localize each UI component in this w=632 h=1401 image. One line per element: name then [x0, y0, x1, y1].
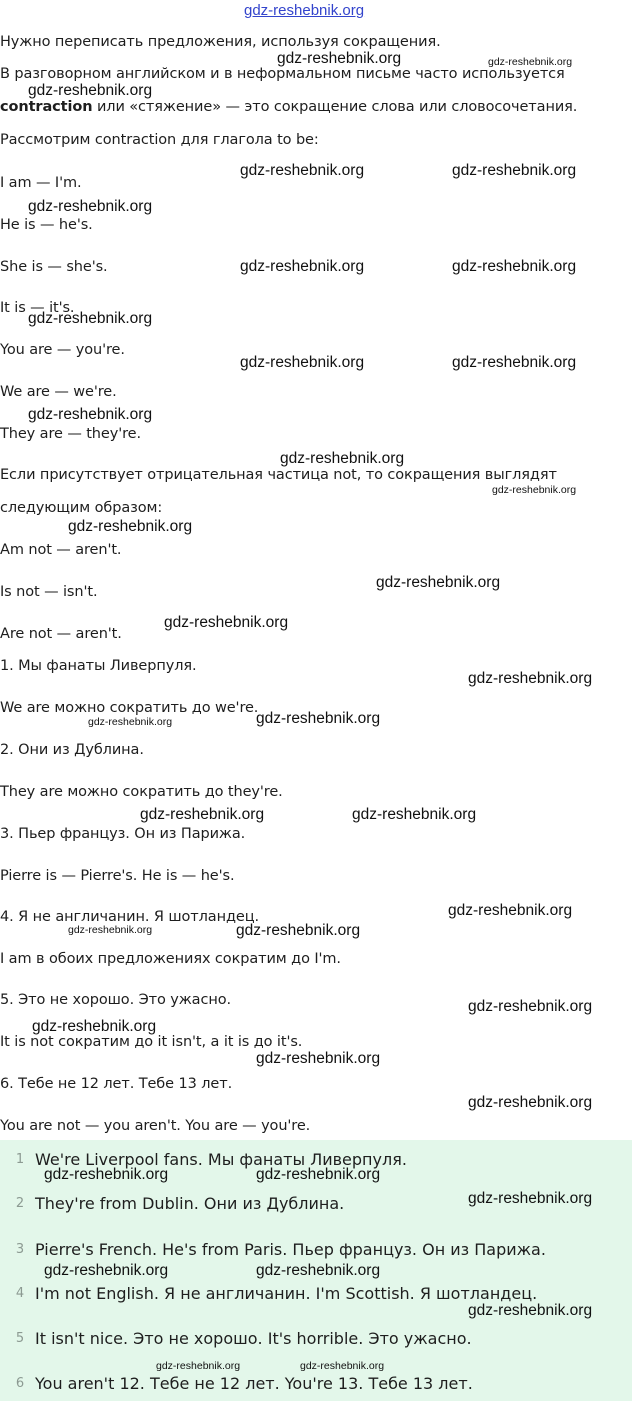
answer-number: 6: [15, 1376, 25, 1391]
be-form: We are — we're.: [0, 384, 117, 400]
watermark: gdz-reshebnik.org: [256, 1262, 381, 1279]
watermark: gdz-reshebnik.org: [300, 1360, 385, 1372]
watermark: gdz-reshebnik.org: [468, 1190, 593, 1207]
watermark: gdz-reshebnik.org: [352, 806, 477, 823]
watermark: gdz-reshebnik.org: [44, 1166, 169, 1183]
watermark: gdz-reshebnik.org: [452, 354, 577, 371]
watermark: gdz-reshebnik.org: [236, 922, 361, 939]
explanation-line: They are можно сократить до they're.: [0, 784, 283, 800]
watermark: gdz-reshebnik.org: [156, 1360, 241, 1372]
answer-number: 5: [15, 1331, 25, 1346]
answer-number: 3: [15, 1242, 25, 1257]
watermark: gdz-reshebnik.org: [240, 354, 365, 371]
negative-form: Is not — isn't.: [0, 584, 98, 600]
watermark: gdz-reshebnik.org: [240, 258, 365, 275]
watermark: gdz-reshebnik.org: [28, 82, 153, 99]
answer-text: We're Liverpool fans. Мы фанаты Ливерпуля.: [35, 1150, 407, 1169]
explanation-line: Pierre is — Pierre's. He is — he's.: [0, 868, 235, 884]
answer-text: Pierre's French. He's from Paris. Пьер француз. Он из Парижа.: [35, 1240, 546, 1259]
watermark: gdz-reshebnik.org: [376, 574, 501, 591]
watermark: gdz-reshebnik.org: [28, 198, 153, 215]
intro-line-2: В разговорном английском и в неформальном письме часто используется: [0, 66, 565, 82]
watermark: gdz-reshebnik.org: [488, 56, 573, 68]
watermark: gdz-reshebnik.org: [140, 806, 265, 823]
be-form: It is — it's.: [0, 300, 75, 316]
watermark: gdz-reshebnik.org: [164, 614, 289, 631]
watermark: gdz-reshebnik.org: [492, 484, 577, 496]
negative-form: Are not — aren't.: [0, 626, 122, 642]
task-line: 5. Это не хорошо. Это ужасно.: [0, 992, 232, 1008]
watermark: gdz-reshebnik.org: [452, 258, 577, 275]
watermark: gdz-reshebnik.org: [256, 1166, 381, 1183]
watermark: gdz-reshebnik.org: [88, 716, 173, 728]
negative-form: Am not — aren't.: [0, 542, 122, 558]
explanation-line: I am в обоих предложениях сократим до I'm.: [0, 951, 341, 967]
answer-text: It isn't nice. Это не хорошо. It's horrible. Это ужасно.: [35, 1329, 472, 1348]
watermark: gdz-reshebnik.org: [28, 406, 153, 423]
watermark: gdz-reshebnik.org: [280, 450, 405, 467]
answer-text: They're from Dublin. Они из Дублина.: [35, 1194, 345, 1213]
intro-line-4: Рассмотрим contraction для глагола to be:: [0, 132, 319, 148]
intro-line-1: Нужно переписать предложения, используя сокращения.: [0, 34, 441, 50]
task-line: 4. Я не англичанин. Я шотландец.: [0, 909, 259, 925]
negative-intro-line-2: следующим образом:: [0, 500, 163, 516]
answer-text: I'm not English. Я не англичанин. I'm Scottish. Я шотландец.: [35, 1284, 538, 1303]
watermark: gdz-reshebnik.org: [468, 670, 593, 687]
explanation-line: It is not сократим до it isn't, а it is до it's.: [0, 1034, 303, 1050]
watermark: gdz-reshebnik.org: [448, 902, 573, 919]
intro-line-3: [0, 97, 577, 117]
be-form: He is — he's.: [0, 217, 93, 233]
watermark: gdz-reshebnik.org: [68, 518, 193, 535]
explanation-line: You are not — you aren't. You are — you're.: [0, 1118, 311, 1134]
watermark: gdz-reshebnik.org: [256, 1050, 381, 1067]
contraction-term: contraction: [0, 99, 93, 115]
answer-text: You aren't 12. Тебе не 12 лет. You're 13. Тебе 13 лет.: [35, 1374, 473, 1393]
be-form: They are — they're.: [0, 426, 141, 442]
site-link[interactable]: gdz-reshebnik.org: [244, 2, 365, 19]
be-form: She is — she's.: [0, 259, 108, 275]
watermark: gdz-reshebnik.org: [240, 162, 365, 179]
watermark: gdz-reshebnik.org: [28, 310, 153, 327]
task-line: 1. Мы фанаты Ливерпуля.: [0, 658, 197, 674]
be-form: You are — you're.: [0, 342, 125, 358]
task-line: 3. Пьер француз. Он из Парижа.: [0, 826, 246, 842]
watermark: gdz-reshebnik.org: [468, 998, 593, 1015]
watermark: gdz-reshebnik.org: [68, 924, 153, 936]
negative-intro-line-1: Если присутствует отрицательная частица not, то сокращения выглядят: [0, 467, 557, 483]
watermark: gdz-reshebnik.org: [468, 1094, 593, 1111]
contraction-definition: или «стяжение» — это сокращение слова или словосочетания.: [92, 99, 578, 115]
answer-number: 4: [15, 1286, 25, 1301]
watermark: gdz-reshebnik.org: [32, 1018, 157, 1035]
task-line: 6. Тебе не 12 лет. Тебе 13 лет.: [0, 1076, 233, 1092]
watermark: gdz-reshebnik.org: [452, 162, 577, 179]
watermark: gdz-reshebnik.org: [44, 1262, 169, 1279]
be-form: I am — I'm.: [0, 175, 82, 191]
answer-number: 2: [15, 1196, 25, 1211]
answer-number: 1: [15, 1152, 25, 1167]
explanation-line: We are можно сократить до we're.: [0, 700, 259, 716]
watermark: gdz-reshebnik.org: [277, 50, 402, 67]
watermark: gdz-reshebnik.org: [468, 1302, 593, 1319]
watermark: gdz-reshebnik.org: [256, 710, 381, 727]
task-line: 2. Они из Дублина.: [0, 742, 144, 758]
